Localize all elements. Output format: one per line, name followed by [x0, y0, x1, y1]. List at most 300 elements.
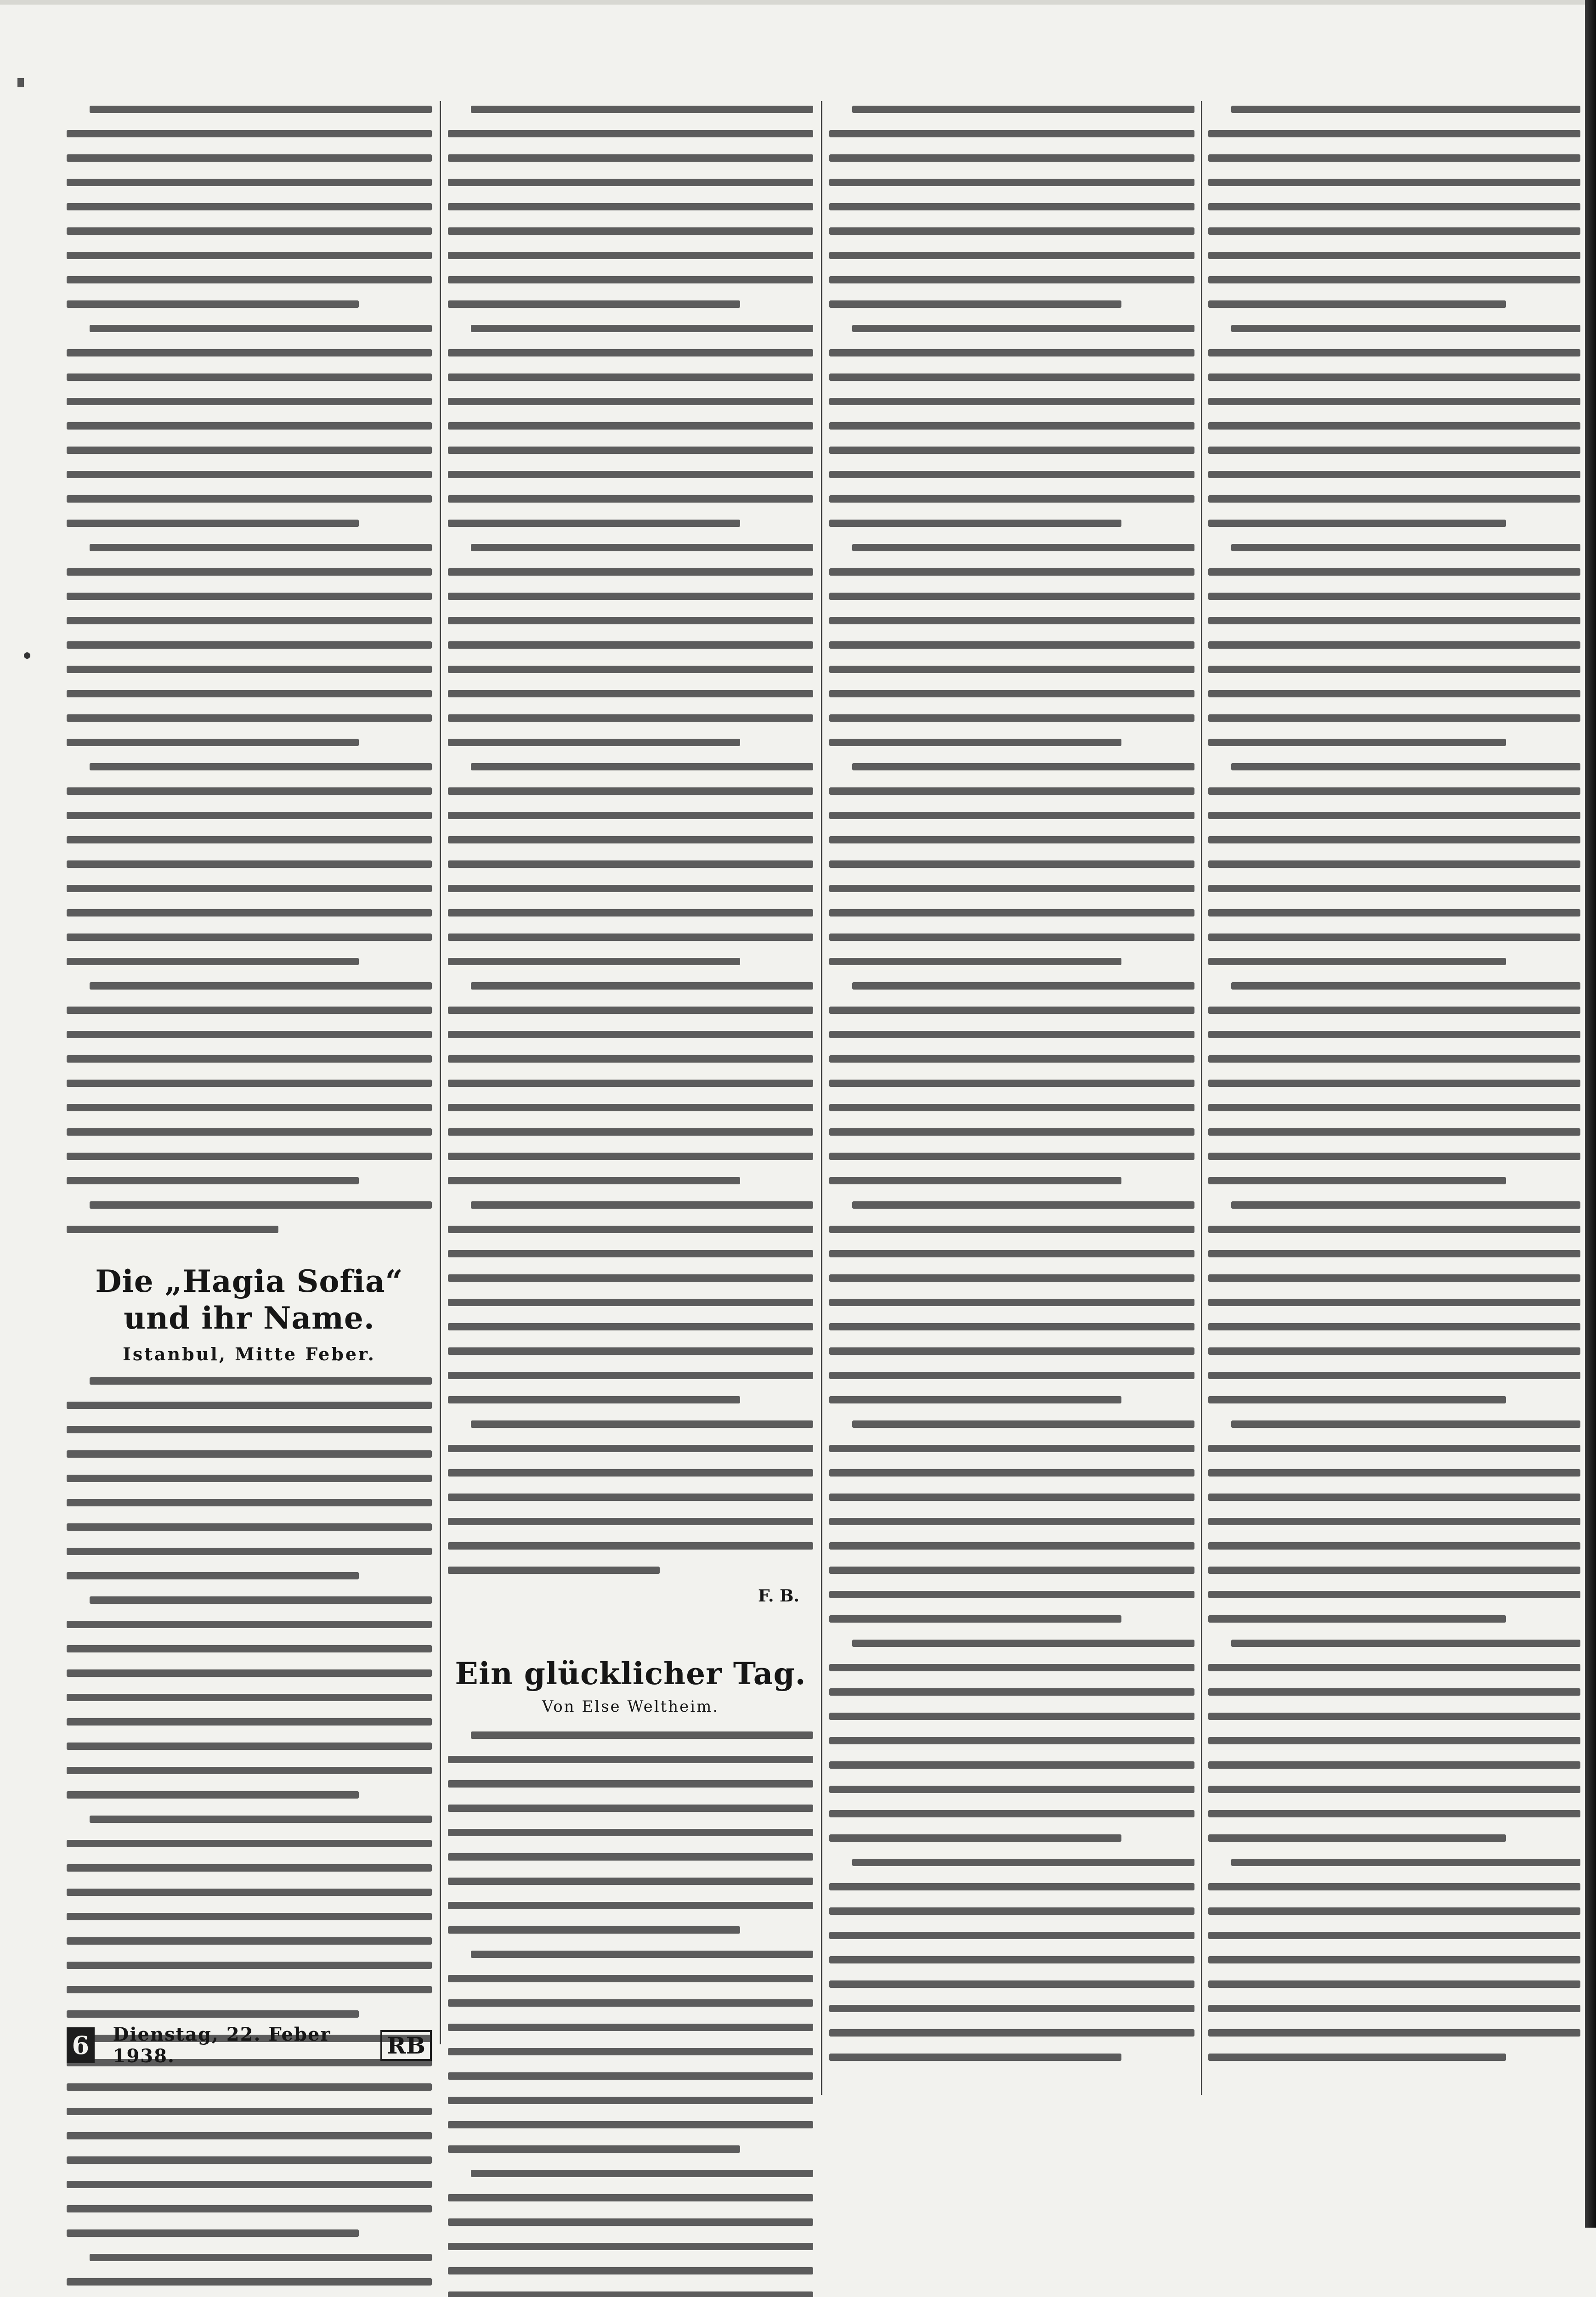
- text-line: [67, 1080, 432, 1087]
- text-line: [1208, 1713, 1580, 1720]
- text-line: [448, 934, 813, 941]
- text-line: [67, 1031, 432, 1038]
- text-line: [829, 1980, 1194, 1988]
- text-line: [67, 276, 432, 283]
- article-text: [829, 106, 1194, 2078]
- text-line: [67, 1426, 432, 1433]
- text-line: [448, 1567, 660, 1574]
- text-line: [67, 154, 432, 162]
- text-line: [829, 1688, 1194, 1696]
- text-line: [829, 1104, 1194, 1111]
- text-line: [67, 1986, 432, 1993]
- text-line: [448, 1805, 813, 1812]
- text-line: [1231, 325, 1580, 332]
- text-line: [829, 276, 1194, 283]
- text-line: [1208, 1153, 1580, 1160]
- text-line: [829, 1469, 1194, 1477]
- column-3: [829, 106, 1194, 2081]
- text-line: [67, 2278, 432, 2286]
- text-line: [67, 1743, 432, 1750]
- text-line: [1208, 860, 1580, 868]
- text-line: [852, 1640, 1194, 1647]
- text-line: [448, 154, 813, 162]
- text-line: [67, 1475, 432, 1482]
- article-text: [448, 106, 813, 1591]
- text-line: [448, 252, 813, 259]
- text-line: [67, 1889, 432, 1896]
- text-line: [1208, 593, 1580, 600]
- text-line: [852, 763, 1194, 770]
- text-line: [1208, 1494, 1580, 1501]
- text-line: [67, 203, 432, 210]
- scan-edge-top: [0, 0, 1596, 5]
- text-line: [67, 1499, 432, 1506]
- text-line: [829, 593, 1194, 600]
- text-line: [1208, 130, 1580, 137]
- text-line: [67, 130, 432, 137]
- text-line: [829, 1591, 1194, 1598]
- text-line: [448, 1494, 813, 1501]
- text-line: [448, 1153, 813, 1160]
- text-line: [448, 1902, 813, 1909]
- text-line: [1208, 617, 1580, 624]
- text-line: [448, 2194, 813, 2201]
- text-line: [829, 1396, 1121, 1403]
- text-line: [67, 349, 432, 356]
- text-line: [1208, 2029, 1580, 2037]
- text-line: [448, 1469, 813, 1477]
- text-line: [448, 2291, 813, 2297]
- text-line: [829, 666, 1194, 673]
- text-line: [448, 1445, 813, 1452]
- text-line: [90, 1377, 432, 1385]
- text-line: [67, 2156, 432, 2164]
- text-line: [448, 349, 813, 356]
- text-line: [448, 1542, 813, 1550]
- text-line: [67, 1104, 432, 1111]
- text-line: [1208, 1226, 1580, 1233]
- text-line: [829, 1299, 1194, 1306]
- text-line: [1208, 1177, 1506, 1184]
- text-line: [448, 1999, 813, 2007]
- text-line: [448, 1128, 813, 1136]
- text-line: [448, 300, 740, 308]
- text-line: [448, 958, 740, 965]
- margin-mark: [17, 78, 24, 87]
- text-line: [1208, 690, 1580, 697]
- text-line: [1208, 641, 1580, 649]
- text-line: [448, 495, 813, 503]
- text-line: [829, 179, 1194, 186]
- text-line: [67, 2010, 359, 2018]
- text-line: [448, 520, 740, 527]
- text-line: [1208, 958, 1506, 965]
- text-line: [1208, 373, 1580, 381]
- text-line: [1208, 422, 1580, 430]
- text-line: [1208, 1469, 1580, 1477]
- text-line: [67, 1913, 432, 1920]
- text-line: [1208, 934, 1580, 941]
- text-line: [829, 1810, 1194, 1817]
- text-line: [448, 1031, 813, 1038]
- text-line: [448, 1323, 813, 1330]
- text-line: [1208, 1615, 1506, 1623]
- text-line: [448, 714, 813, 722]
- column-2: [448, 106, 813, 2081]
- text-line: [829, 495, 1194, 503]
- text-line: [1208, 714, 1580, 722]
- text-line: [1208, 1542, 1580, 1550]
- text-line: [471, 1951, 813, 1958]
- text-line: [448, 2097, 813, 2104]
- text-line: [1208, 1932, 1580, 1939]
- text-line: [448, 593, 813, 600]
- text-line: [829, 934, 1194, 941]
- column-rule: [440, 101, 441, 2044]
- text-line: [90, 763, 432, 770]
- text-line: [1208, 885, 1580, 892]
- text-line: [1208, 739, 1506, 746]
- text-line: [448, 836, 813, 843]
- text-line: [67, 1007, 432, 1014]
- text-line: [829, 1664, 1194, 1671]
- text-line: [448, 1926, 740, 1934]
- text-line: [829, 130, 1194, 137]
- column-1: [67, 106, 432, 2012]
- text-line: [829, 2005, 1194, 2012]
- text-line: [1208, 1737, 1580, 1744]
- text-line: [829, 1834, 1121, 1842]
- text-line: [67, 227, 432, 235]
- page-number: 6: [67, 2027, 95, 2063]
- text-line: [67, 1226, 278, 1233]
- text-line: [1208, 1323, 1580, 1330]
- text-line: [829, 787, 1194, 795]
- text-line: [829, 1786, 1194, 1793]
- text-line: [1231, 982, 1580, 990]
- text-line: [829, 1323, 1194, 1330]
- text-line: [67, 666, 432, 673]
- text-line: [67, 593, 432, 600]
- text-line: [448, 1347, 813, 1355]
- text-line: [448, 2145, 740, 2153]
- text-line: [67, 520, 359, 527]
- text-line: [829, 909, 1194, 917]
- text-line: [448, 373, 813, 381]
- article-text: [67, 106, 432, 1250]
- text-line: [448, 1780, 813, 1788]
- article-text: [448, 1731, 813, 2297]
- text-line: [448, 2243, 813, 2250]
- text-line: [829, 1713, 1194, 1720]
- text-line: [1208, 1104, 1580, 1111]
- text-line: [67, 1177, 359, 1184]
- text-line: [1208, 1055, 1580, 1063]
- text-line: [448, 1226, 813, 1233]
- text-line: [852, 1420, 1194, 1428]
- text-line: [448, 227, 813, 235]
- text-line: [852, 106, 1194, 113]
- text-line: [1208, 836, 1580, 843]
- text-line: [829, 1956, 1194, 1963]
- text-line: [67, 252, 432, 259]
- text-line: [448, 666, 813, 673]
- text-line: [67, 2132, 432, 2139]
- text-line: [67, 958, 359, 965]
- text-line: [829, 300, 1121, 308]
- text-line: [1208, 1445, 1580, 1452]
- text-line: [829, 885, 1194, 892]
- text-line: [67, 1402, 432, 1409]
- text-line: [448, 1274, 813, 1282]
- text-line: [471, 106, 813, 113]
- text-line: [448, 739, 740, 746]
- text-line: [448, 641, 813, 649]
- text-line: [448, 860, 813, 868]
- text-line: [67, 179, 432, 186]
- text-line: [1208, 1128, 1580, 1136]
- text-line: [829, 714, 1194, 722]
- text-line: [1208, 1518, 1580, 1525]
- text-line: [829, 471, 1194, 478]
- text-line: [67, 300, 359, 308]
- text-line: [1208, 154, 1580, 162]
- text-line: [448, 1756, 813, 1763]
- text-line: [67, 1694, 432, 1701]
- text-line: [829, 2054, 1121, 2061]
- text-line: [829, 812, 1194, 819]
- text-line: [829, 1615, 1121, 1623]
- text-line: [1208, 1274, 1580, 1282]
- text-line: [67, 909, 432, 917]
- text-line: [67, 714, 432, 722]
- text-line: [67, 398, 432, 405]
- text-line: [829, 1128, 1194, 1136]
- text-line: [67, 2083, 432, 2091]
- text-line: [829, 1761, 1194, 1769]
- text-line: [90, 1816, 432, 1823]
- text-line: [67, 422, 432, 430]
- text-line: [448, 812, 813, 819]
- text-line: [67, 641, 432, 649]
- text-line: [852, 1859, 1194, 1866]
- text-line: [1208, 1591, 1580, 1598]
- text-line: [1231, 1201, 1580, 1209]
- text-line: [1208, 787, 1580, 795]
- text-line: [829, 1932, 1194, 1939]
- text-line: [448, 179, 813, 186]
- article-dateline: Istanbul, Mitte Feber.: [123, 1344, 376, 1364]
- text-line: [67, 787, 432, 795]
- text-line: [67, 1523, 432, 1531]
- text-line: [448, 2121, 813, 2128]
- text-line: [67, 471, 432, 478]
- text-line: [829, 617, 1194, 624]
- text-line: [448, 885, 813, 892]
- text-line: [448, 1829, 813, 1836]
- text-line: [829, 1567, 1194, 1574]
- article-signature: F. B.: [758, 1586, 799, 1606]
- text-line: [829, 1883, 1194, 1890]
- text-line: [448, 447, 813, 454]
- text-line: [67, 1718, 432, 1726]
- text-line: [1208, 1664, 1580, 1671]
- text-line: [1208, 1250, 1580, 1257]
- text-line: [1208, 1761, 1580, 1769]
- text-line: [1208, 666, 1580, 673]
- article-text: [1208, 106, 1580, 2078]
- article-headline: Ein glücklicher Tag.: [455, 1656, 806, 1692]
- text-line: [852, 544, 1194, 551]
- text-line: [1231, 763, 1580, 770]
- text-line: [67, 1621, 432, 1628]
- text-line: [852, 1201, 1194, 1209]
- text-line: [829, 1542, 1194, 1550]
- text-line: [90, 544, 432, 551]
- text-line: [829, 1055, 1194, 1063]
- article-byline: Von Else Weltheim.: [542, 1697, 719, 1716]
- text-line: [448, 1104, 813, 1111]
- text-line: [67, 860, 432, 868]
- text-line: [67, 1128, 432, 1136]
- text-line: [448, 1853, 813, 1861]
- text-line: [448, 398, 813, 405]
- column-rule: [1201, 101, 1202, 2095]
- column-rule: [821, 101, 822, 2095]
- text-line: [829, 422, 1194, 430]
- text-line: [471, 763, 813, 770]
- text-line: [1208, 1347, 1580, 1355]
- masthead-mark: RB: [380, 2030, 432, 2061]
- text-line: [1231, 544, 1580, 551]
- text-line: [1208, 1688, 1580, 1696]
- text-line: [448, 2072, 813, 2080]
- text-line: [67, 934, 432, 941]
- text-line: [67, 568, 432, 576]
- text-line: [1208, 909, 1580, 917]
- text-line: [448, 1055, 813, 1063]
- text-line: [448, 203, 813, 210]
- text-line: [67, 1767, 432, 1774]
- text-line: [448, 1878, 813, 1885]
- text-line: [90, 1201, 432, 1209]
- text-line: [448, 471, 813, 478]
- text-line: [471, 1201, 813, 1209]
- text-line: [67, 1669, 432, 1677]
- text-line: [829, 203, 1194, 210]
- text-line: [1231, 1859, 1580, 1866]
- text-line: [67, 812, 432, 819]
- text-line: [1208, 1567, 1580, 1574]
- text-line: [90, 982, 432, 990]
- text-line: [67, 1572, 359, 1579]
- text-line: [829, 1080, 1194, 1087]
- text-line: [67, 373, 432, 381]
- text-line: [829, 836, 1194, 843]
- text-line: [448, 1299, 813, 1306]
- scan-edge-right: [1585, 0, 1596, 2228]
- text-line: [1208, 812, 1580, 819]
- text-line: [829, 1737, 1194, 1744]
- text-line: [829, 373, 1194, 381]
- text-line: [67, 2108, 432, 2115]
- text-line: [448, 1975, 813, 1982]
- page-footer: [67, 2024, 432, 2067]
- text-line: [852, 982, 1194, 990]
- text-line: [1208, 1396, 1506, 1403]
- text-line: [1208, 471, 1580, 478]
- text-line: [1231, 1640, 1580, 1647]
- text-line: [67, 1645, 432, 1652]
- text-line: [471, 1420, 813, 1428]
- text-line: [829, 154, 1194, 162]
- text-line: [90, 2254, 432, 2261]
- text-line: [448, 568, 813, 576]
- text-line: [67, 1153, 432, 1160]
- text-line: [829, 447, 1194, 454]
- text-line: [67, 495, 432, 503]
- text-line: [829, 568, 1194, 576]
- text-line: [829, 958, 1121, 965]
- text-line: [829, 1031, 1194, 1038]
- text-line: [67, 1791, 359, 1799]
- text-line: [829, 1274, 1194, 1282]
- text-line: [1208, 1299, 1580, 1306]
- text-line: [1208, 1031, 1580, 1038]
- text-line: [852, 325, 1194, 332]
- text-line: [829, 1347, 1194, 1355]
- text-line: [1208, 252, 1580, 259]
- text-line: [448, 1080, 813, 1087]
- text-line: [1208, 398, 1580, 405]
- text-line: [448, 1372, 813, 1379]
- text-line: [829, 349, 1194, 356]
- text-line: [1208, 1883, 1580, 1890]
- text-line: [448, 1396, 740, 1403]
- issue-date: Dienstag, 22. Feber 1938.: [113, 2024, 331, 2067]
- text-line: [1208, 1907, 1580, 1915]
- text-line: [829, 1007, 1194, 1014]
- text-line: [1208, 276, 1580, 283]
- text-line: [829, 1250, 1194, 1257]
- text-line: [67, 690, 432, 697]
- text-line: [829, 739, 1121, 746]
- text-line: [829, 1372, 1194, 1379]
- margin-mark: [24, 652, 30, 659]
- text-line: [1231, 1420, 1580, 1428]
- text-line: [448, 787, 813, 795]
- text-line: [90, 1596, 432, 1604]
- text-line: [448, 2048, 813, 2055]
- text-line: [1208, 1980, 1580, 1988]
- text-line: [1208, 1834, 1506, 1842]
- text-line: [67, 836, 432, 843]
- text-line: [1231, 106, 1580, 113]
- text-line: [829, 641, 1194, 649]
- text-line: [448, 1518, 813, 1525]
- text-line: [829, 1153, 1194, 1160]
- text-line: [471, 982, 813, 990]
- text-line: [448, 130, 813, 137]
- text-line: [829, 1226, 1194, 1233]
- text-line: [1208, 2054, 1506, 2061]
- column-4: [1208, 106, 1580, 2081]
- text-line: [829, 860, 1194, 868]
- text-line: [1208, 203, 1580, 210]
- text-line: [1208, 1372, 1580, 1379]
- text-line: [67, 1450, 432, 1458]
- text-line: [829, 1518, 1194, 1525]
